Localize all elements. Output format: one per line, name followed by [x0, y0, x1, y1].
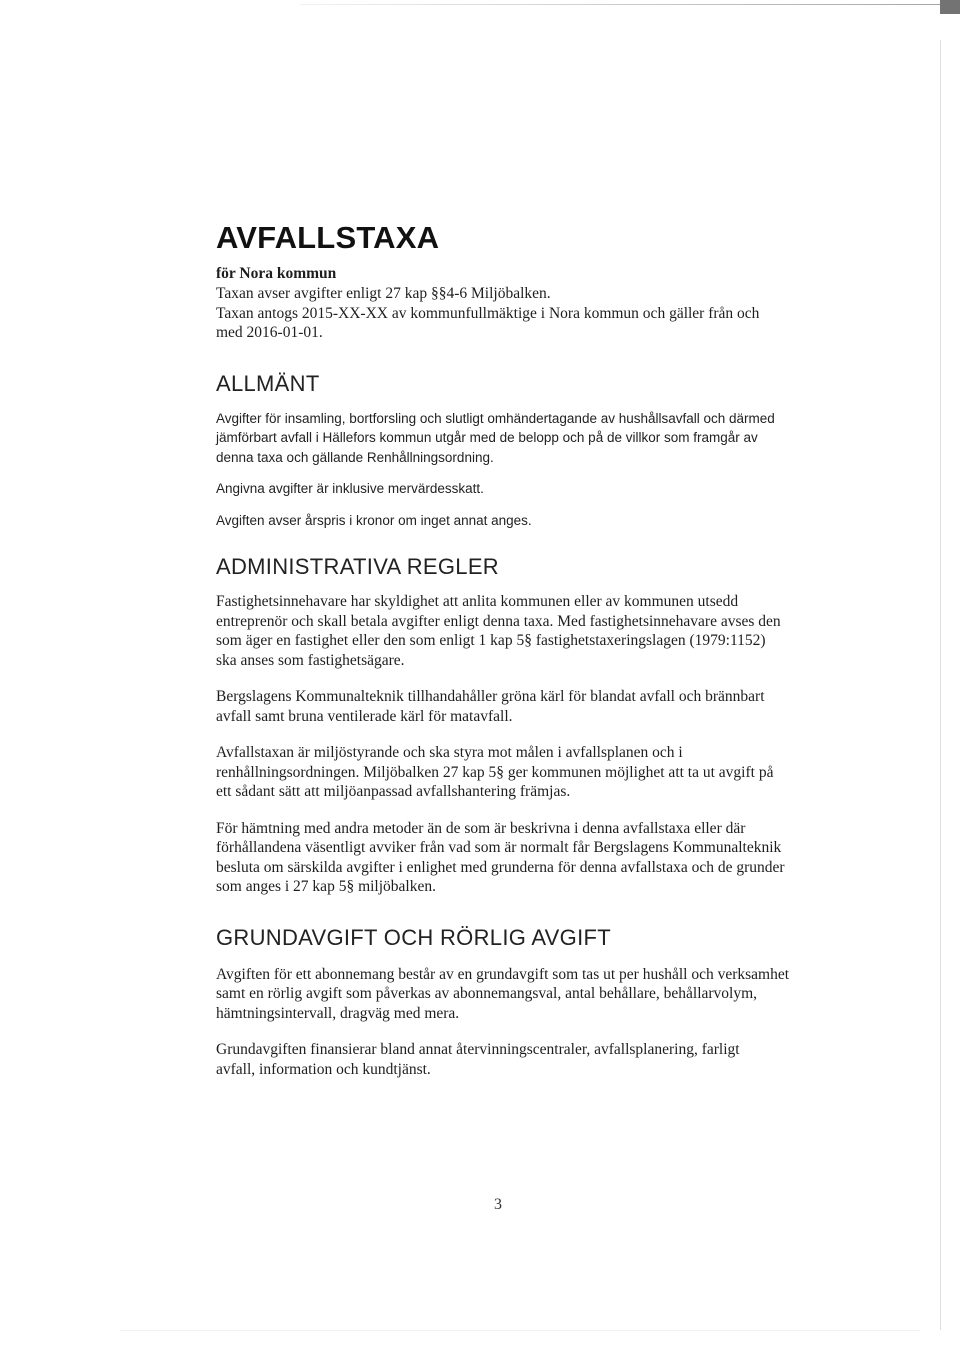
admin-paragraph-1: Fastighetsinnehavare har skyldighet att anlita kommunen eller av kommunen utsedd entreprenör och skall betala avgifter enligt denna taxa. Med fastighetsinnehavare avses den som äger en fastighet eller den som enligt 1 kap 5§ fastighetstaxeringslagen (1979:1152) ska anses som fastighetsägare. [216, 593, 781, 669]
grundavgift-paragraph-1: Avgiften för ett abonnemang består av en grundavgift som tas ut per hushåll och verksamhet samt en rörlig avgift som påverkas av abonnemangsval, antal behållare, behållarvolym, hämtningsintervall, dragväg med mera. [216, 965, 790, 1022]
document-body [216, 220, 796, 1079]
admin-paragraph-2: Bergslagens Kommunalteknik tillhandahåller gröna kärl för blandat avfall och brännbart avfall samt bruna ventilerade kärl för matavfall. [216, 688, 765, 725]
page-number: 3 [494, 1196, 502, 1213]
scan-edge-line-right [940, 40, 941, 1330]
section-heading-administrativa-regler: ADMINISTRATIVA REGLER [216, 554, 499, 579]
section-heading-grundavgift: GRUNDAVGIFT OCH RÖRLIG AVGIFT [216, 924, 611, 950]
allmant-paragraph-2: Angivna avgifter är inklusive mervärdesskatt. [216, 481, 484, 496]
document-title: AVFALLSTAXA [216, 220, 440, 255]
document-intro [216, 264, 796, 343]
scan-edge-line [300, 4, 940, 5]
municipality-name: för Nora kommun [216, 265, 337, 282]
admin-paragraph-3: Avfallstaxan är miljöstyrande och ska styra mot målen i avfallsplanen och i renhållningsordningen. Miljöbalken 27 kap 5§ ger kommunen möjlighet att ta ut avgift på ett sådant sätt att miljöanpassad avfallshantering främjas. [216, 744, 774, 800]
intro-line-1: Taxan avser avgifter enligt 27 kap §§4-6 Miljöbalken. [216, 285, 551, 302]
intro-line-2: Taxan antogs 2015-XX-XX av kommunfullmäktige i Nora kommun och gäller från och med 2016-01-01. [216, 304, 760, 341]
allmant-paragraph-1: Avgifter för insamling, bortforsling och slutligt omhändertagande av hushållsavfall och därmed jämförbart avfall i Hällefors kommun utgår med de belopp och på de villkor som framgår av denna taxa och gällande Renhållningsordning. [216, 410, 775, 465]
allmant-paragraph-3: Avgiften avser årspris i kronor om inget annat anges. [216, 512, 532, 528]
grundavgift-paragraph-2: Grundavgiften finansierar bland annat återvinningscentraler, avfallsplanering, farligt avfall, information och kundtjänst. [216, 1041, 740, 1078]
scan-corner-mark [940, 0, 960, 14]
admin-paragraph-4: För hämtning med andra metoder än de som är beskrivna i denna avfallstaxa eller där förhållandena väsentligt avviker från vad som är normalt får Bergslagens Kommunalteknik besluta om särskilda avgifter i enlighet med grunderna för denna avfallstaxa och de grunder som anges i 27 kap 5§ miljöbalken. [216, 819, 785, 895]
scan-edge-line-bottom [120, 1330, 920, 1331]
section-heading-allmant: ALLMÄNT [216, 370, 320, 396]
